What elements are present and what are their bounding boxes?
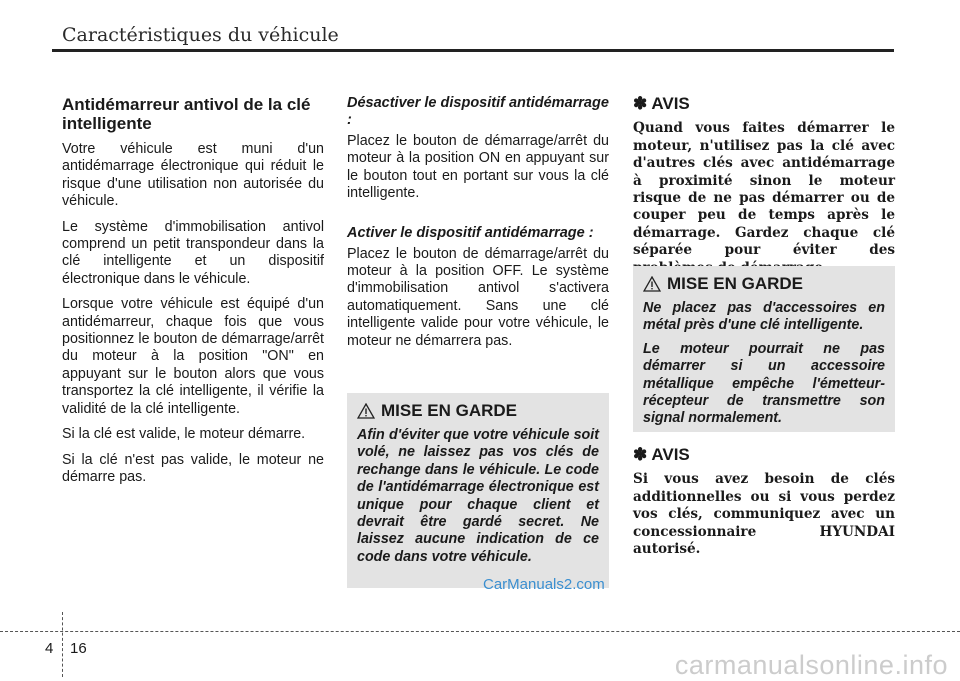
- caution-box-metal: [633, 266, 895, 432]
- caution-text: Afin d'éviter que votre véhicule soit volé, ne laissez pas vos clés de rechange dans le véhicule. Le code de l'antidémarrage électronique est unique pour chaque client et devrait être gardé secret. Ne laissez aucune indication de ce code dans votre véhicule.: [357, 427, 599, 565]
- watermark: CarManuals2.com: [483, 576, 605, 593]
- avis-title: ✽ AVIS: [633, 94, 690, 113]
- column-2: [347, 95, 609, 358]
- warning-icon: [357, 403, 375, 419]
- caution-title: MISE EN GARDE: [381, 401, 518, 420]
- caution-text: Le moteur pourrait ne pas démarrer si un accessoire métallique empêche l'émetteur-récepteur de transmettre son signal normalement.: [643, 340, 885, 427]
- footer-divider: [62, 612, 63, 677]
- section-title: Antidémarreur antivol de la clé intelligente: [62, 95, 311, 133]
- paragraph: Si la clé est valide, le moteur démarre.: [62, 426, 306, 443]
- warning-icon: [643, 276, 661, 292]
- deactivate-title: Désactiver le dispositif antidémarrage :: [347, 95, 609, 128]
- caution-title: MISE EN GARDE: [667, 274, 804, 293]
- chapter-number: 4: [45, 640, 54, 657]
- paragraph: Votre véhicule est muni d'un antidémarrage électronique qui réduit le risque d'une utilisation non autorisée du véhicule.: [62, 141, 324, 210]
- paragraph: Le système d'immobilisation antivol comprend un petit transpondeur dans la clé intelligente et un dispositif électronique dans le véhicule.: [62, 218, 324, 287]
- avis-text: Quand vous faites démarrer le moteur, n'utilisez pas la clé avec d'autres clés avec antidémarrage à proximité sinon le moteur risque de ne pas démarrer ou de couper peu de temps après le démarrage. Gardez chaque clé séparée pour éviter des: [633, 120, 895, 259]
- activate-title: Activer le dispositif antidémarrage :: [347, 224, 594, 241]
- paragraph: Si la clé n'est pas valide, le moteur ne démarre pas.: [62, 451, 324, 485]
- header-rule: [52, 49, 894, 52]
- site-watermark: carmanualsonline.info: [674, 650, 948, 680]
- avis-text: Si vous avez besoin de clés additionnelles ou si vous perdez vos clés, communiquez avec un concessionnaire HYUNDAI autorisé.: [633, 471, 895, 558]
- deactivate-text: Placez le bouton de démarrage/arrêt du moteur à la position ON en appuyant sur le bouton tout en portant sur vous la clé intelligente.: [347, 133, 609, 202]
- chapter-title: Caractéristiques du véhicule: [62, 24, 339, 46]
- column-3: [633, 95, 895, 277]
- activate-text: Placez le bouton de démarrage/arrêt du moteur à la position OFF. Le système d'immobilisation antivol s'activera automatiquement. Sans une clé intelligente valide pour votre véhicule, le moteur ne démarrera pas.: [347, 245, 609, 349]
- footer-rule: [0, 631, 960, 632]
- caution-box-theft: [347, 393, 609, 588]
- caution-header: [643, 274, 885, 294]
- paragraph: Lorsque votre véhicule est équipé d'un antidémarreur, chaque fois que vous positionnez le bouton de démarrage/arrêt du moteur à la position "ON" en appuyant sur le bouton alors que vous transportez la clé intelligente, il vérifie la validité de la clé intelligente.: [62, 296, 324, 417]
- column-1: [62, 95, 324, 494]
- page-number: 16: [70, 640, 87, 657]
- caution-header: [357, 401, 599, 421]
- avis-block-2: [633, 446, 895, 558]
- avis-title: ✽ AVIS: [633, 445, 690, 464]
- caution-text: Ne placez pas d'accessoires en métal près d'une clé intelligente.: [643, 300, 885, 334]
